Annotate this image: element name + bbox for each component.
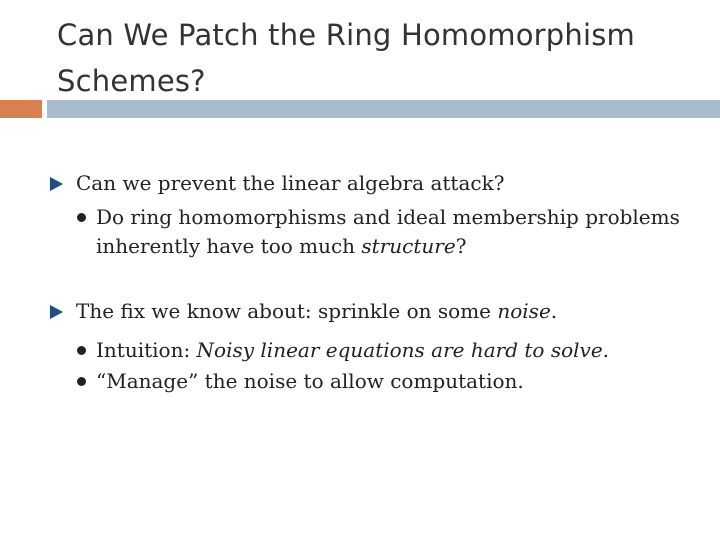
bullet-1-text: Can we prevent the linear algebra attack?	[76, 171, 505, 195]
bullet-1-sub-1-line-1: Do ring homomorphisms and ideal membership problems	[96, 205, 680, 229]
bullet-2-text: The fix we know about: sprinkle on some noise.	[76, 299, 558, 323]
bullet-2-sub-1: Intuition: Noisy linear equations are hard to solve.	[96, 338, 610, 362]
bullet-2-sub-2: “Manage” the noise to allow computation.	[96, 369, 524, 393]
sub-bullet-dot-icon	[77, 377, 86, 386]
slide-title-line-2: Schemes?	[57, 64, 206, 98]
sub-bullet-dot-icon	[77, 213, 86, 222]
sub-bullet-dot-icon	[77, 346, 86, 355]
bullet-arrow-icon	[50, 177, 63, 191]
slide-title-line-1: Can We Patch the Ring Homomorphism	[57, 18, 636, 52]
bullet-1-sub-1-line-2: inherently have too much structure?	[96, 234, 467, 258]
bullet-arrow-icon	[50, 305, 63, 319]
